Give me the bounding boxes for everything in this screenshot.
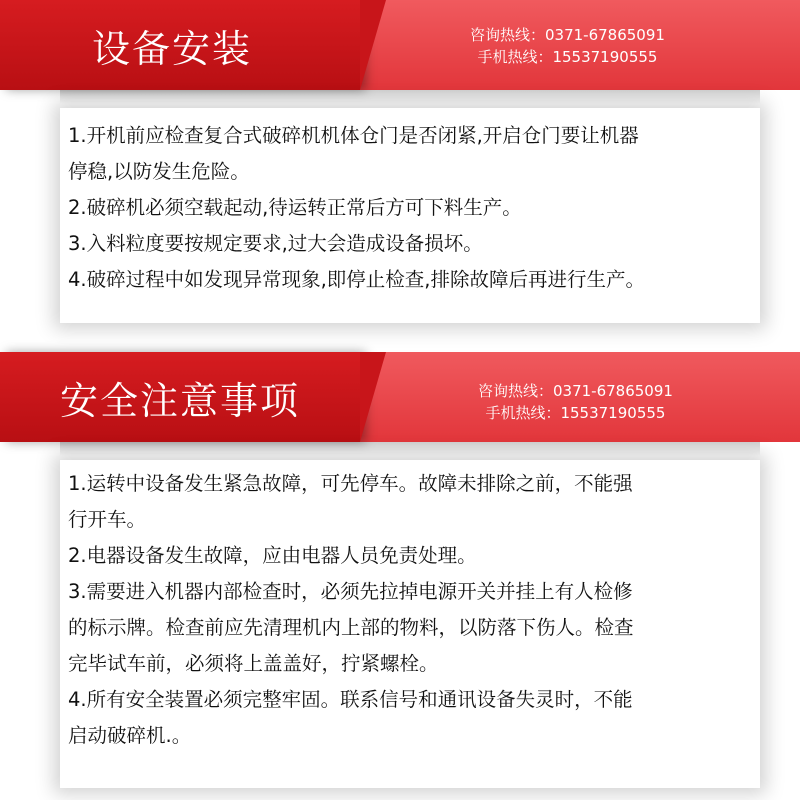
section2-line: 4.所有安全装置必须完整牢固。联系信号和通讯设备失灵时，不能: [68, 688, 633, 711]
section1-hotline: [470, 24, 665, 68]
section2-title: 安全注意事项: [60, 379, 301, 423]
section1-line: 3.入料粒度要按规定要求,过大会造成设备损坏。: [68, 232, 483, 255]
section2-line: 完毕试车前，必须将上盖盖好，拧紧螺栓。: [68, 652, 439, 675]
hotline-mobile: 手机热线：15537190555: [477, 48, 658, 66]
section1-line: 4.破碎过程中如发现异常现象,即停止检查,排除故障后再进行生产。: [68, 268, 646, 291]
section1-line: 1.开机前应检查复合式破碎机机体仓门是否闭紧,开启仓门要让机器: [68, 124, 639, 147]
section2-line: 的标示牌。检查前应先清理机内上部的物料，以防落下伤人。检查: [68, 616, 634, 639]
section2-line: 1.运转中设备发生紧急故障，可先停车。故障未排除之前，不能强: [68, 472, 633, 495]
section1-line: 停稳,以防发生危险。: [68, 160, 250, 183]
section1-shadow: [60, 90, 760, 104]
section1-line: 2.破碎机必须空载起动,待运转正常后方可下料生产。: [68, 196, 522, 219]
section1-banner: [0, 0, 800, 90]
hotline-mobile: 手机热线：15537190555: [485, 404, 666, 422]
section2-line: 行开车。: [68, 508, 147, 531]
section2-banner: [0, 352, 800, 442]
section2-content: [60, 460, 760, 788]
section2-line: 启动破碎机.。: [68, 724, 192, 747]
section1-title: 设备安装: [92, 27, 253, 71]
hotline-consult: 咨询热线：0371-67865091: [478, 382, 673, 400]
section2-hotline: [478, 380, 673, 424]
section2-line: 2.电器设备发生故障，应由电器人员免责处理。: [68, 544, 477, 567]
section1-content: [60, 108, 760, 323]
hotline-consult: 咨询热线：0371-67865091: [470, 26, 665, 44]
section2-line: 3.需要进入机器内部检查时，必须先拉掉电源开关并挂上有人检修: [68, 580, 633, 603]
section2-shadow: [60, 442, 760, 456]
